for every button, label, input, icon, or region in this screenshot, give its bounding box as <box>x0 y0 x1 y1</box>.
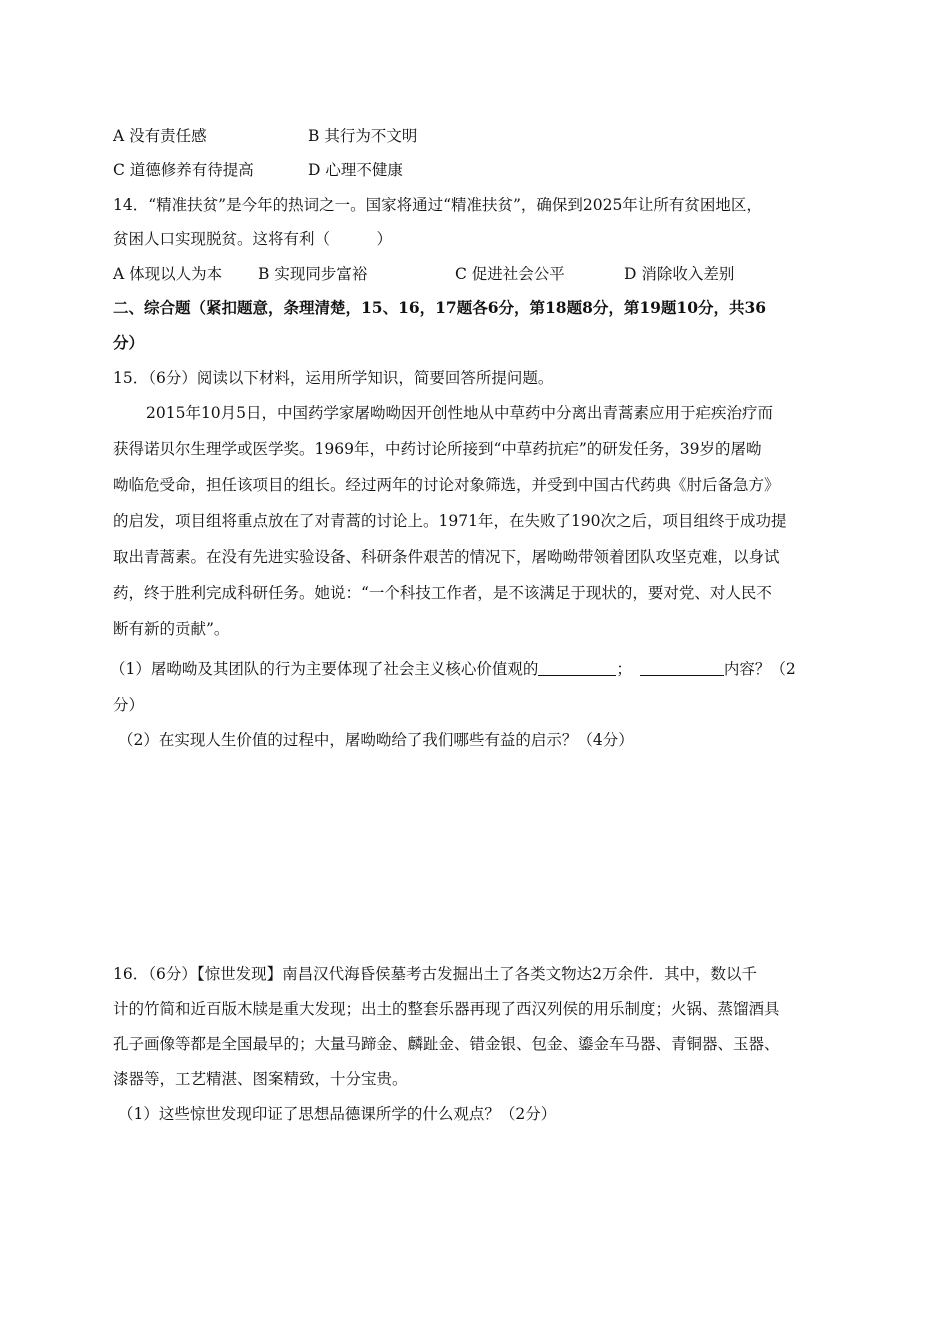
q16-line1: 16．（6分）【惊世发现】南昌汉代海昏侯墓考古发掘出土了各类文物达2万余件．其中，数以千 <box>113 965 757 983</box>
answer-blank-2[interactable] <box>640 659 724 676</box>
q15-material-line1: 2015年10月5日，中国药学家屠呦呦因开创性地从中草药中分离出青蒿素应用于疟疾治疗而 <box>146 404 774 422</box>
q15-sub1-line2: 分） <box>113 696 145 714</box>
q14-stem-line2: 贫困人口实现脱贫。这将有利（ ） <box>113 230 393 248</box>
q15-sub1-separator: ； <box>616 660 632 678</box>
q16-line3: 孔子画像等都是全国最早的；大量马蹄金、麟趾金、错金银、包金、鎏金车马器、青铜器、玉器、 <box>113 1035 780 1053</box>
q15-material-line5: 取出青蒿素。在没有先进实验设备、科研条件艰苦的情况下，屠呦呦带领着团队攻坚克难，以身试 <box>113 548 780 566</box>
q16-line2: 计的竹简和近百版木牍是重大发现；出土的整套乐器再现了西汉列侯的用乐制度；火锅、蒸馏酒具 <box>113 1000 780 1018</box>
q16-line4: 漆器等，工艺精湛、图案精致，十分宝贵。 <box>113 1070 408 1088</box>
q15-material-line6: 药，终于胜利完成科研任务。她说：“一个科技工作者，是不该满足于现状的，要对党、对人民不 <box>113 584 772 602</box>
q13-option-d: D 心理不健康 <box>308 161 403 179</box>
q14-option-b: B 实现同步富裕 <box>258 265 368 283</box>
q14-option-d: D 消除收入差别 <box>624 265 735 283</box>
q15-sub1-text: （1）屠呦呦及其团队的行为主要体现了社会主义核心价值观的 <box>110 660 539 678</box>
q15-material-line3: 呦临危受命，担任该项目的组长。经过两年的讨论对象筛选，并受到中国古代药典《肘后备急方》 <box>113 476 780 494</box>
q13-option-b: B 其行为不文明 <box>308 127 418 145</box>
q14-stem-line1: 14．“精准扶贫”是今年的热词之一。国家将通过“精准扶贫”，确保到2025年让所有贫困地区， <box>113 196 762 214</box>
section2-heading-line1: 二、综合题（紧扣题意，条理清楚，15、16，17题各6分，第18题8分，第19题10分，共36 <box>113 298 767 317</box>
q15-sub1-line1 <box>110 659 796 679</box>
q14-option-c: C 促进社会公平 <box>455 265 565 283</box>
q15-material-line2: 获得诺贝尔生理学或医学奖。1969年，中药讨论所接到“中草药抗疟”的研发任务，39岁的屠呦 <box>113 440 762 458</box>
q13-option-c: C 道德修养有待提高 <box>113 161 254 179</box>
q14-option-a: A 体现以人为本 <box>113 265 223 283</box>
q13-option-a: A 没有责任感 <box>113 127 207 145</box>
q15-material-line7: 断有新的贡献”。 <box>113 620 230 638</box>
q15-intro: 15．（6分）阅读以下材料，运用所学知识，简要回答所提问题。 <box>113 369 554 387</box>
q16-sub1: （1）这些惊世发现印证了思想品德课所学的什么观点？（2分） <box>118 1105 557 1123</box>
q15-sub2: （2）在实现人生价值的过程中，屠呦呦给了我们哪些有益的启示？（4分） <box>118 731 634 749</box>
q15-sub1-suffix: 内容？（2 <box>723 660 796 678</box>
q15-material-line4: 的启发，项目组将重点放在了对青蒿的讨论上。1971年，在失败了190次之后，项目组终于成功提 <box>113 512 787 530</box>
section2-heading-line2: 分） <box>113 333 145 352</box>
answer-blank-1[interactable] <box>538 659 616 676</box>
